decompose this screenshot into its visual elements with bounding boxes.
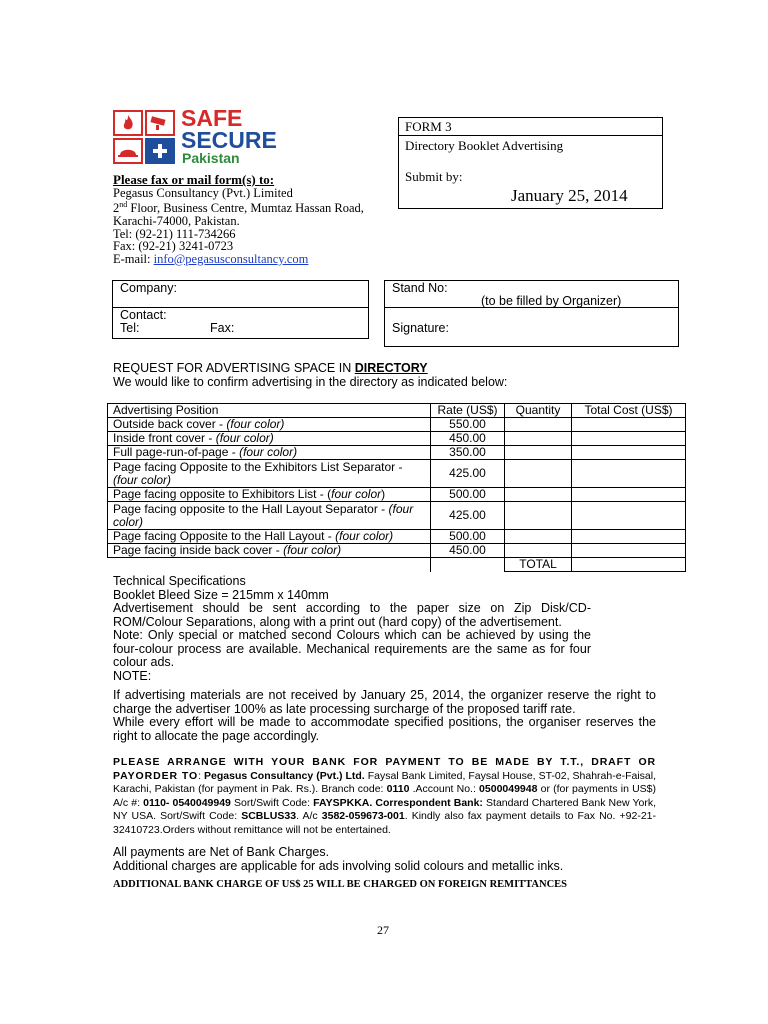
bank-text: . Kindly also fax payment details to Fax No. +92-21-32410723.Orders without remittance will not be entertained. — [113, 810, 657, 836]
position-cell — [108, 502, 431, 530]
submit-date: January 25, 2014 — [511, 186, 628, 205]
table-row — [108, 418, 686, 432]
quantity-input-cell[interactable] — [505, 502, 572, 530]
advertising-table — [107, 403, 686, 572]
first-aid-cross-icon — [145, 138, 175, 164]
contact-label: Contact: — [120, 308, 167, 322]
bank-swift-correspondent: FAYSPKKA. Correspondent Bank: — [313, 796, 483, 809]
bank-correspondent-account: 3582-059673-001 — [321, 810, 405, 822]
position-text: Page facing Opposite to the Exhibitors List Separator - — [113, 459, 403, 474]
table-row — [108, 544, 686, 558]
signature-field[interactable] — [384, 307, 679, 347]
floor-number: 2 — [113, 201, 120, 216]
organizer-note: (to be filled by Organizer) — [481, 294, 622, 308]
table-row — [108, 460, 686, 488]
position-text: Page facing inside back cover - — [113, 543, 284, 557]
bank-text: : — [198, 769, 205, 782]
quantity-input-cell[interactable] — [505, 418, 572, 432]
rate-cell: 425.00 — [431, 460, 505, 488]
form-title: Directory Booklet Advertising — [405, 138, 564, 153]
note-body — [113, 689, 656, 743]
mailing-address-line1 — [113, 199, 393, 215]
bank-text: Sort/Swift Code: — [230, 796, 314, 809]
mailing-heading: Please fax or mail form(s) to: — [113, 172, 275, 187]
header-rate: Rate (US$) — [431, 404, 505, 418]
position-cell — [108, 488, 431, 502]
quantity-input-cell[interactable] — [505, 530, 572, 544]
position-text: Full page-run-of-page - — [113, 445, 240, 459]
table-row — [108, 530, 686, 544]
logo-word-secure: SECURE — [181, 127, 277, 153]
rate-cell: 450.00 — [431, 432, 505, 446]
position-color: (four color) — [215, 431, 274, 445]
position-color: (four color) — [113, 472, 172, 487]
mailing-fax: Fax: (92-21) 3241-0723 — [113, 239, 234, 254]
note-title: NOTE: — [113, 669, 152, 683]
rate-cell: 500.00 — [431, 530, 505, 544]
quantity-input-cell[interactable] — [505, 446, 572, 460]
quantity-input-cell[interactable] — [505, 432, 572, 446]
mailing-email — [113, 253, 393, 266]
stand-number-label: Stand No: — [392, 281, 448, 295]
position-color: (four color) — [113, 501, 414, 529]
bank-payee: Pegasus Consultancy (Pvt.) Ltd. — [204, 769, 365, 782]
bank-instruction-heading: PLEASE ARRANGE WITH YOUR BANK FOR PAYMENT TO BE MADE BY T.T., DRAFT OR PAYORDER TO — [113, 756, 656, 782]
bank-text: Standard Chartered Bank New York, NY USA. Sort/Swift Code: — [113, 796, 657, 822]
specs-title: Technical Specifications — [113, 574, 246, 588]
rate-cell: 550.00 — [431, 418, 505, 432]
position-text: Page facing opposite to the Hall Layout Separator - — [113, 501, 389, 516]
total-amount-cell[interactable] — [572, 558, 686, 572]
bank-text: .Account No.: — [409, 783, 480, 795]
header-position: Advertising Position — [108, 404, 431, 418]
bank-text: . A/c — [296, 810, 322, 822]
table-row — [108, 446, 686, 460]
position-cell — [108, 432, 431, 446]
request-heading-text: REQUEST FOR ADVERTISING SPACE IN — [113, 361, 355, 375]
position-text: Page facing Opposite to the Hall Layout - — [113, 529, 336, 543]
cctv-camera-icon — [145, 110, 175, 136]
footer-net-charges: All payments are Net of Bank Charges. — [113, 845, 330, 859]
total-cost-cell[interactable] — [572, 544, 686, 558]
table-row — [108, 502, 686, 530]
header-total-cost: Total Cost (US$) — [572, 404, 686, 418]
note-paragraph-2: While every effort will be made to accommodate specified positions, the organiser reserves the right to allocate the page accordingly. — [113, 715, 656, 743]
total-cost-cell[interactable] — [572, 418, 686, 432]
foreign-remittance-notice: ADDITIONAL BANK CHARGE OF US$ 25 WILL BE CHARGED ON FOREIGN REMITTANCES — [113, 879, 567, 890]
hard-hat-icon — [113, 138, 143, 164]
technical-specifications — [113, 575, 591, 670]
request-heading-directory: DIRECTORY — [354, 361, 428, 375]
email-label: E-mail: — [113, 251, 154, 266]
bank-swift-code: SCBLUS33 — [241, 810, 297, 822]
position-color: (four color) — [335, 529, 394, 543]
total-cost-cell[interactable] — [572, 502, 686, 530]
position-cell — [108, 544, 431, 558]
position-cell — [108, 446, 431, 460]
request-section — [113, 362, 507, 389]
rate-cell: 350.00 — [431, 446, 505, 460]
rate-cell: 450.00 — [431, 544, 505, 558]
request-heading — [113, 362, 507, 376]
specs-paragraph-1: Advertisement should be sent according to the paper size on Zip Disk/CD-ROM/Colour Separations, along with a print out (hard copy) of the advertisement. — [113, 601, 591, 629]
total-cost-cell[interactable] — [572, 488, 686, 502]
empty-cell — [108, 558, 431, 572]
position-cell — [108, 418, 431, 432]
specs-bleed: Booklet Bleed Size = 215mm x 140mm — [113, 587, 329, 602]
mailing-address-line2: Karachi-74000, Pakistan. — [113, 213, 240, 228]
position-color: four color — [331, 487, 382, 501]
fax-label: Fax: — [210, 321, 235, 335]
form-info-box — [398, 117, 663, 209]
submit-by-label: Submit by: — [405, 169, 463, 184]
total-label: TOTAL — [505, 558, 572, 572]
header-quantity: Quantity — [505, 404, 572, 418]
quantity-input-cell[interactable] — [505, 460, 572, 488]
stand-number-field[interactable] — [384, 280, 679, 308]
total-cost-cell[interactable] — [572, 446, 686, 460]
bank-branch-code: 0110 — [386, 783, 410, 795]
quantity-input-cell[interactable] — [505, 544, 572, 558]
bank-account-usd: 0110- 0540049949 — [143, 796, 231, 809]
signature-label: Signature: — [392, 321, 449, 335]
safe-secure-logo — [111, 105, 296, 166]
table-total-row — [108, 558, 686, 572]
footer-notes — [113, 846, 563, 873]
table-row — [108, 488, 686, 502]
floor-suffix: nd — [119, 200, 128, 210]
bank-text: or (for payments in US$) A/c #: — [113, 783, 656, 809]
bank-account-pkr: 0500049948 — [479, 783, 538, 795]
total-cost-cell[interactable] — [572, 530, 686, 544]
request-intro: We would like to confirm advertising in the directory as indicated below: — [113, 374, 508, 389]
specs-paragraph-2: Note: Only special or matched second Colours which can be achieved by using the four-colour process are available. Mechanical requirements are the same as for four colour ads. — [113, 628, 591, 669]
company-field[interactable] — [112, 280, 369, 308]
fire-icon — [113, 110, 143, 136]
note-paragraph-1: If advertising materials are not received by January 25, 2014, the organizer reserve the right to charge the advertiser 100% as late processing surcharge of the proposed tariff rate. — [113, 688, 656, 716]
quantity-input-cell[interactable] — [505, 488, 572, 502]
bank-text: Faysal Bank Limited, Faysal House, ST-02, Shahrah-e-Faisal, Karachi, Pakistan (for payment in Pak. Rs.). Branch code: — [113, 769, 656, 795]
rate-cell: 500.00 — [431, 488, 505, 502]
position-color: (four color) — [226, 417, 285, 431]
logo-word-pakistan: Pakistan — [182, 150, 240, 166]
position-text: Inside front cover - — [113, 431, 216, 445]
position-cell — [108, 530, 431, 544]
rate-cell: 425.00 — [431, 502, 505, 530]
logo-icon-grid — [111, 108, 177, 166]
mailing-tel: Tel: (92-21) 111-734266 — [113, 226, 236, 241]
page-number: 27 — [377, 923, 389, 937]
table-row — [108, 432, 686, 446]
footer-additional-charges: Additional charges are applicable for ads involving solid colours and metallic inks. — [113, 858, 564, 873]
position-text: Outside back cover - — [113, 417, 227, 431]
table-header-row — [108, 404, 686, 418]
position-cell — [108, 460, 431, 488]
bank-payment-instructions — [113, 756, 656, 837]
form-number: FORM 3 — [405, 119, 452, 134]
position-text: Page facing opposite to Exhibitors List - ( — [113, 487, 332, 501]
total-cost-cell[interactable] — [572, 460, 686, 488]
company-label: Company: — [120, 281, 177, 295]
mailing-company: Pegasus Consultancy (Pvt.) Limited — [113, 185, 293, 200]
contact-field[interactable] — [112, 307, 369, 339]
position-color: (four color) — [239, 445, 298, 459]
logo-word-safe: SAFE — [181, 105, 243, 131]
address-line1-text: Floor, Business Centre, Mumtaz Hassan Road, — [127, 201, 364, 216]
position-text-end: ) — [381, 487, 386, 501]
form-number-row — [399, 118, 662, 136]
position-color: (four color) — [283, 543, 342, 557]
total-cost-cell[interactable] — [572, 432, 686, 446]
tel-label: Tel: — [120, 321, 140, 335]
email-link[interactable]: info@pegasusconsultancy.com — [153, 251, 309, 266]
mailing-address — [113, 174, 393, 265]
empty-cell — [431, 558, 505, 572]
